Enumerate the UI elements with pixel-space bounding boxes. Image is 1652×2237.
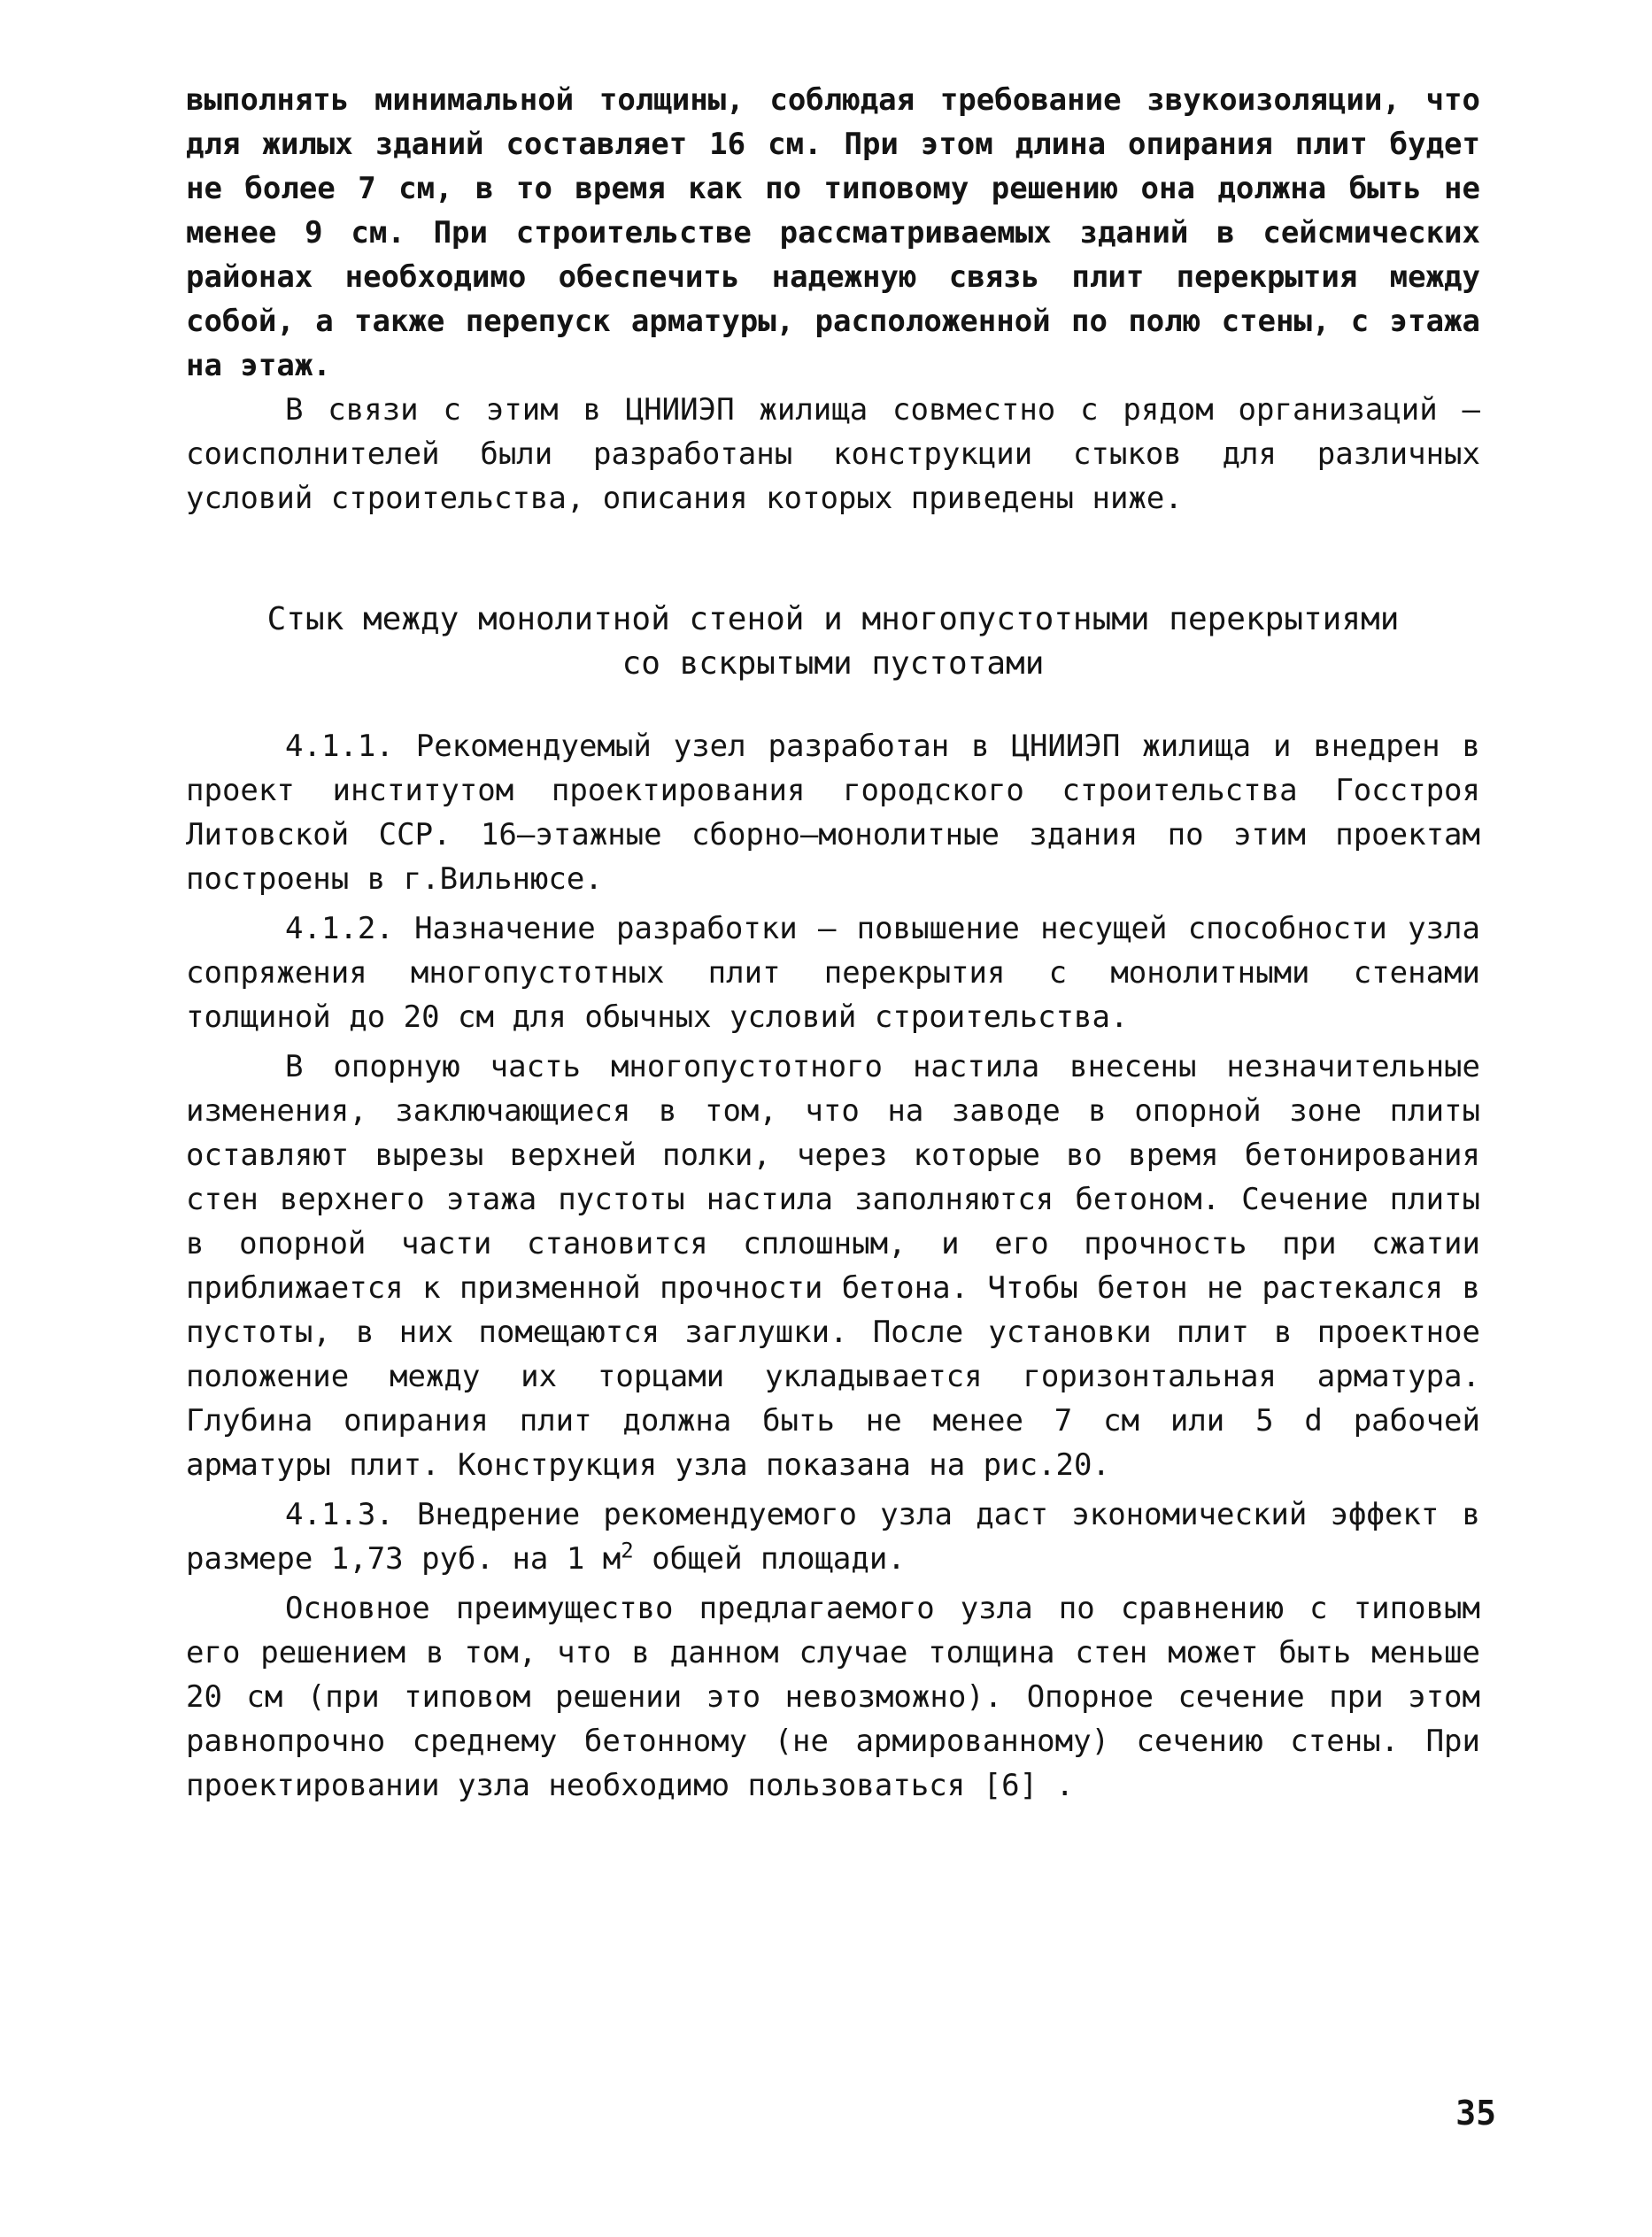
paragraph-4-1-3-text: 4.1.3. Внедрение рекомендуемого узла даст экономический эффект в размере 1,73 руб. на 1 м bbox=[186, 1497, 1480, 1577]
paragraph-4-1-3-tail: общей площади. bbox=[633, 1541, 906, 1577]
top-text-block bbox=[186, 78, 1480, 521]
paragraph-4-1-1: 4.1.1. Рекомендуемый узел разработан в ЦНИИЭП жилища и внедрен в проект институтом проектирования городского строительства Госстроя Литовской ССР. 16–этажные сборно–монолитные здания по этим проектам построены в г.Вильнюсе. bbox=[186, 729, 1480, 897]
paragraph-main-advantage: Основное преимущество предлагаемого узла по сравнению с типовым его решением в том, что в данном случае толщина стен может быть меньше 20 см (при типовом решении это невозможно). Опорное сечение при этом равнопрочно среднему бетонному (не армированному) сечению стены. При проектировании узла необходимо пользоваться [6] . bbox=[186, 1591, 1480, 1803]
paragraph-continuation: выполнять минимальной толщины, соблюдая требование звукоизоляции, что для жилых зданий составляет 16 см. При этом длина опирания плит будет не более 7 см, в то время как по типовому решению она должна быть не менее 9 см. При строительстве рассматриваемых зданий в сейсмических районах необходимо обеспечить надежную связь плит перекрытия между собой, а также перепуск арматуры, расположенной по полю стены, с этажа на этаж. bbox=[186, 82, 1480, 383]
page-number: 35 bbox=[1455, 2094, 1496, 2133]
heading-line-1: Стык между монолитной стеной и многопустотными перекрытиями bbox=[266, 601, 1400, 637]
paragraph-4-1-3 bbox=[186, 1493, 1480, 1581]
paragraph-support-part: В опорную часть многопустотного настила внесены незначительные изменения, заключающиеся в том, что на заводе в опорной зоне плиты оставляют вырезы верхней полки, через которые во время бетонирования стен верхнего этажа пустоты настила заполняются бетоном. Сечение плиты в опорной части становится сплошным, и его прочность при сжатии приближается к призменной прочности бетона. Чтобы бетон не растекался в пустоты, в них помещаются заглушки. После установки плит в проектное положение между их торцами укладывается горизонтальная арматура. Глубина опирания плит должна быть не менее 7 см или 5 d рабочей арматуры плит. Конструкция узла показана на рис.20. bbox=[186, 1049, 1480, 1483]
section-text-block bbox=[186, 724, 1480, 1808]
square-superscript: 2 bbox=[621, 1538, 634, 1563]
paragraph-4-1-2: 4.1.2. Назначение разработки – повышение несущей способности узла сопряжения многопустотных плит перекрытия с монолитными стенами толщиной до 20 см для обычных условий строительства. bbox=[186, 911, 1480, 1035]
paragraph-cniiep: В связи с этим в ЦНИИЭП жилища совместно с рядом организаций – соисполнителей были разработаны конструкции стыков для различных условий строительства, описания которых приведены ниже. bbox=[186, 392, 1480, 516]
section-heading bbox=[186, 598, 1480, 686]
heading-line-2: со вскрытыми пустотами bbox=[621, 645, 1045, 682]
